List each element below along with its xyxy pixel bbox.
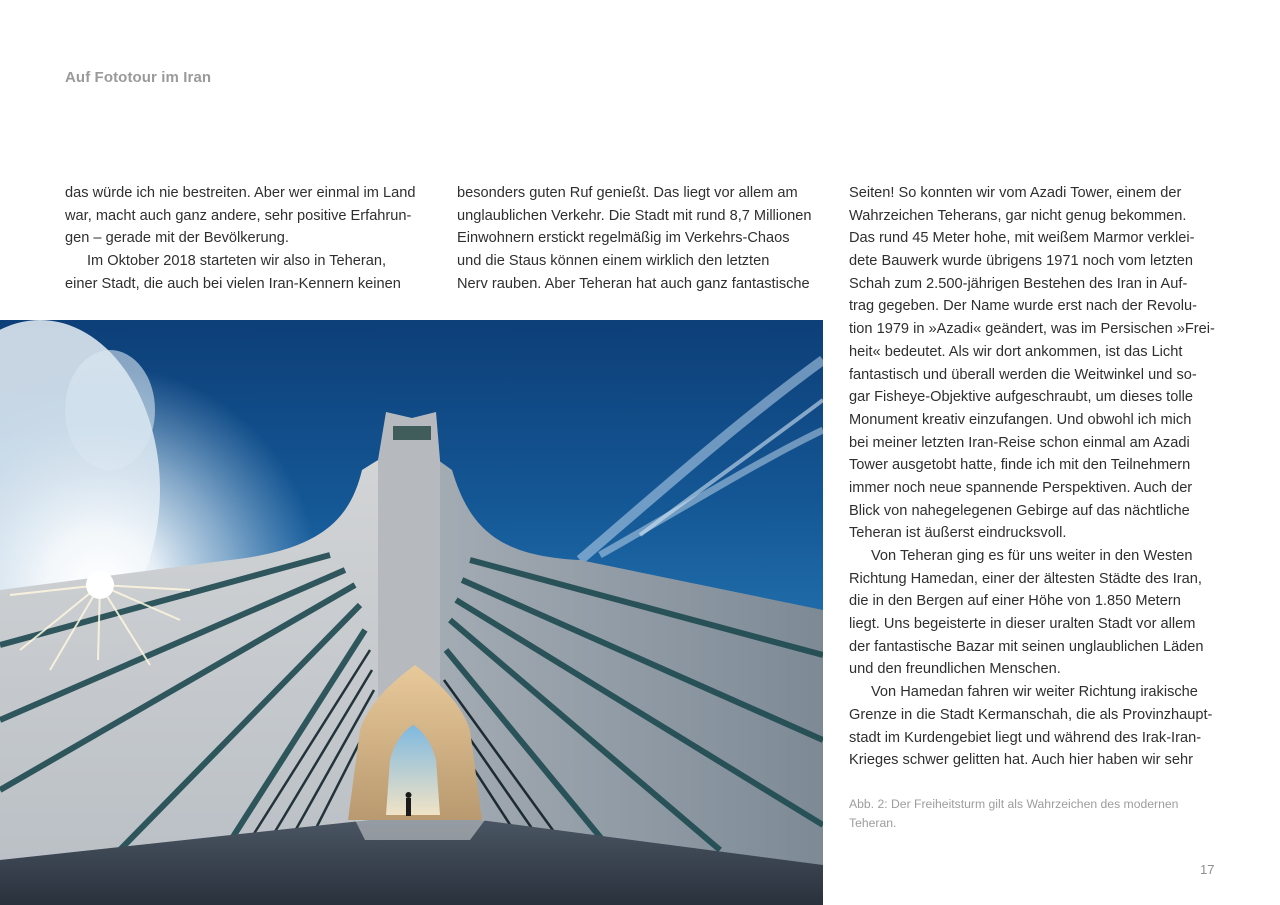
text-line: Krieges schwer gelitten hat. Auch hier haben wir sehr — [849, 752, 1193, 769]
text-line: Das rund 45 Meter hohe, mit weißem Marmor verklei- — [849, 230, 1195, 247]
text-line: Von Teheran ging es für uns weiter in den Westen — [871, 548, 1193, 564]
text-line: einer Stadt, die auch bei vielen Iran-Kennern keinen — [65, 275, 401, 292]
text-line: Im Oktober 2018 starteten wir also in Teheran, — [87, 253, 387, 270]
text-line: unglaublichen Verkehr. Die Stadt mit rund 8,7 Millionen — [457, 207, 812, 224]
figure-caption — [849, 795, 1219, 833]
text-line: Teheran ist äußerst eindrucksvoll. — [849, 525, 1067, 542]
text-line: Richtung Hamedan, einer der ältesten Städte des Iran, — [849, 570, 1202, 587]
text-line: immer noch neue spannende Perspektiven. Auch der — [849, 479, 1193, 496]
page-number: 17 — [1200, 862, 1215, 877]
text-line: Schah zum 2.500-jährigen Bestehen des Iran in Auf- — [849, 275, 1188, 292]
text-line: das würde ich nie bestreiten. Aber wer einmal im Land — [65, 185, 416, 201]
text-line: heit« bedeutet. Als wir dort ankommen, ist das Licht — [849, 343, 1183, 360]
text-line: besonders guten Ruf genießt. Das liegt vor allem am — [457, 185, 798, 201]
text-line: Monument kreativ einzufangen. Und obwohl ich mich — [849, 411, 1192, 428]
text-line: der fantastische Bazar mit seinen unglaublichen Läden — [849, 638, 1204, 655]
text-column-1 — [65, 182, 435, 295]
text-line: Einwohnern erstickt regelmäßig im Verkehrs-Chaos — [457, 230, 790, 247]
text-line: die in den Bergen auf einer Höhe von 1.850 Metern — [849, 593, 1181, 610]
text-line: tion 1979 in »Azadi« geändert, was im Persischen »Frei- — [849, 321, 1215, 338]
text-line: dete Bauwerk wurde übrigens 1971 noch vom letzten — [849, 253, 1193, 270]
text-line: stadt im Kurdengebiet liegt und während des Irak-Iran- — [849, 729, 1202, 746]
text-line: fantastisch und überall werden die Weitwinkel und so- — [849, 366, 1197, 383]
text-column-2 — [457, 182, 827, 295]
caption-line: Teheran. — [849, 816, 897, 830]
text-line: Tower ausgetobt hatte, finde ich mit den Teilnehmern — [849, 457, 1191, 474]
text-line: gen – gerade mit der Bevölkerung. — [65, 230, 289, 247]
text-line: Seiten! So konnten wir vom Azadi Tower, einem der — [849, 185, 1182, 201]
text-line: gar Fisheye-Objektive aufgeschraubt, um dieses tolle — [849, 389, 1193, 406]
azadi-tower-photo — [0, 320, 823, 905]
caption-line: Abb. 2: Der Freiheitsturm gilt als Wahrzeichen des modernen — [849, 797, 1179, 811]
text-line: Von Hamedan fahren wir weiter Richtung irakische — [871, 684, 1198, 701]
text-line: war, macht auch ganz andere, sehr positive Erfahrun- — [65, 207, 412, 224]
text-line: trag gegeben. Der Name wurde erst nach der Revolu- — [849, 298, 1197, 315]
text-line: Nerv rauben. Aber Teheran hat auch ganz fantastische — [457, 275, 810, 292]
text-line: und die Staus können einem wirklich den letzten — [457, 253, 770, 270]
photo-illustration — [0, 320, 823, 905]
text-column-3 — [849, 182, 1219, 772]
text-line: Wahrzeichen Teherans, gar nicht genug bekommen. — [849, 207, 1187, 224]
text-line: Blick von nahegelegenen Gebirge auf das nächtliche — [849, 502, 1190, 519]
text-line: liegt. Uns begeisterte in dieser uralten Stadt vor allem — [849, 616, 1196, 633]
running-head: Auf Fototour im Iran — [65, 69, 212, 86]
text-line: Grenze in die Stadt Kermanschah, die als Provinzhaupt- — [849, 706, 1213, 723]
text-line: und den freundlichen Menschen. — [849, 661, 1061, 678]
text-line: bei meiner letzten Iran-Reise schon einmal am Azadi — [849, 434, 1190, 451]
